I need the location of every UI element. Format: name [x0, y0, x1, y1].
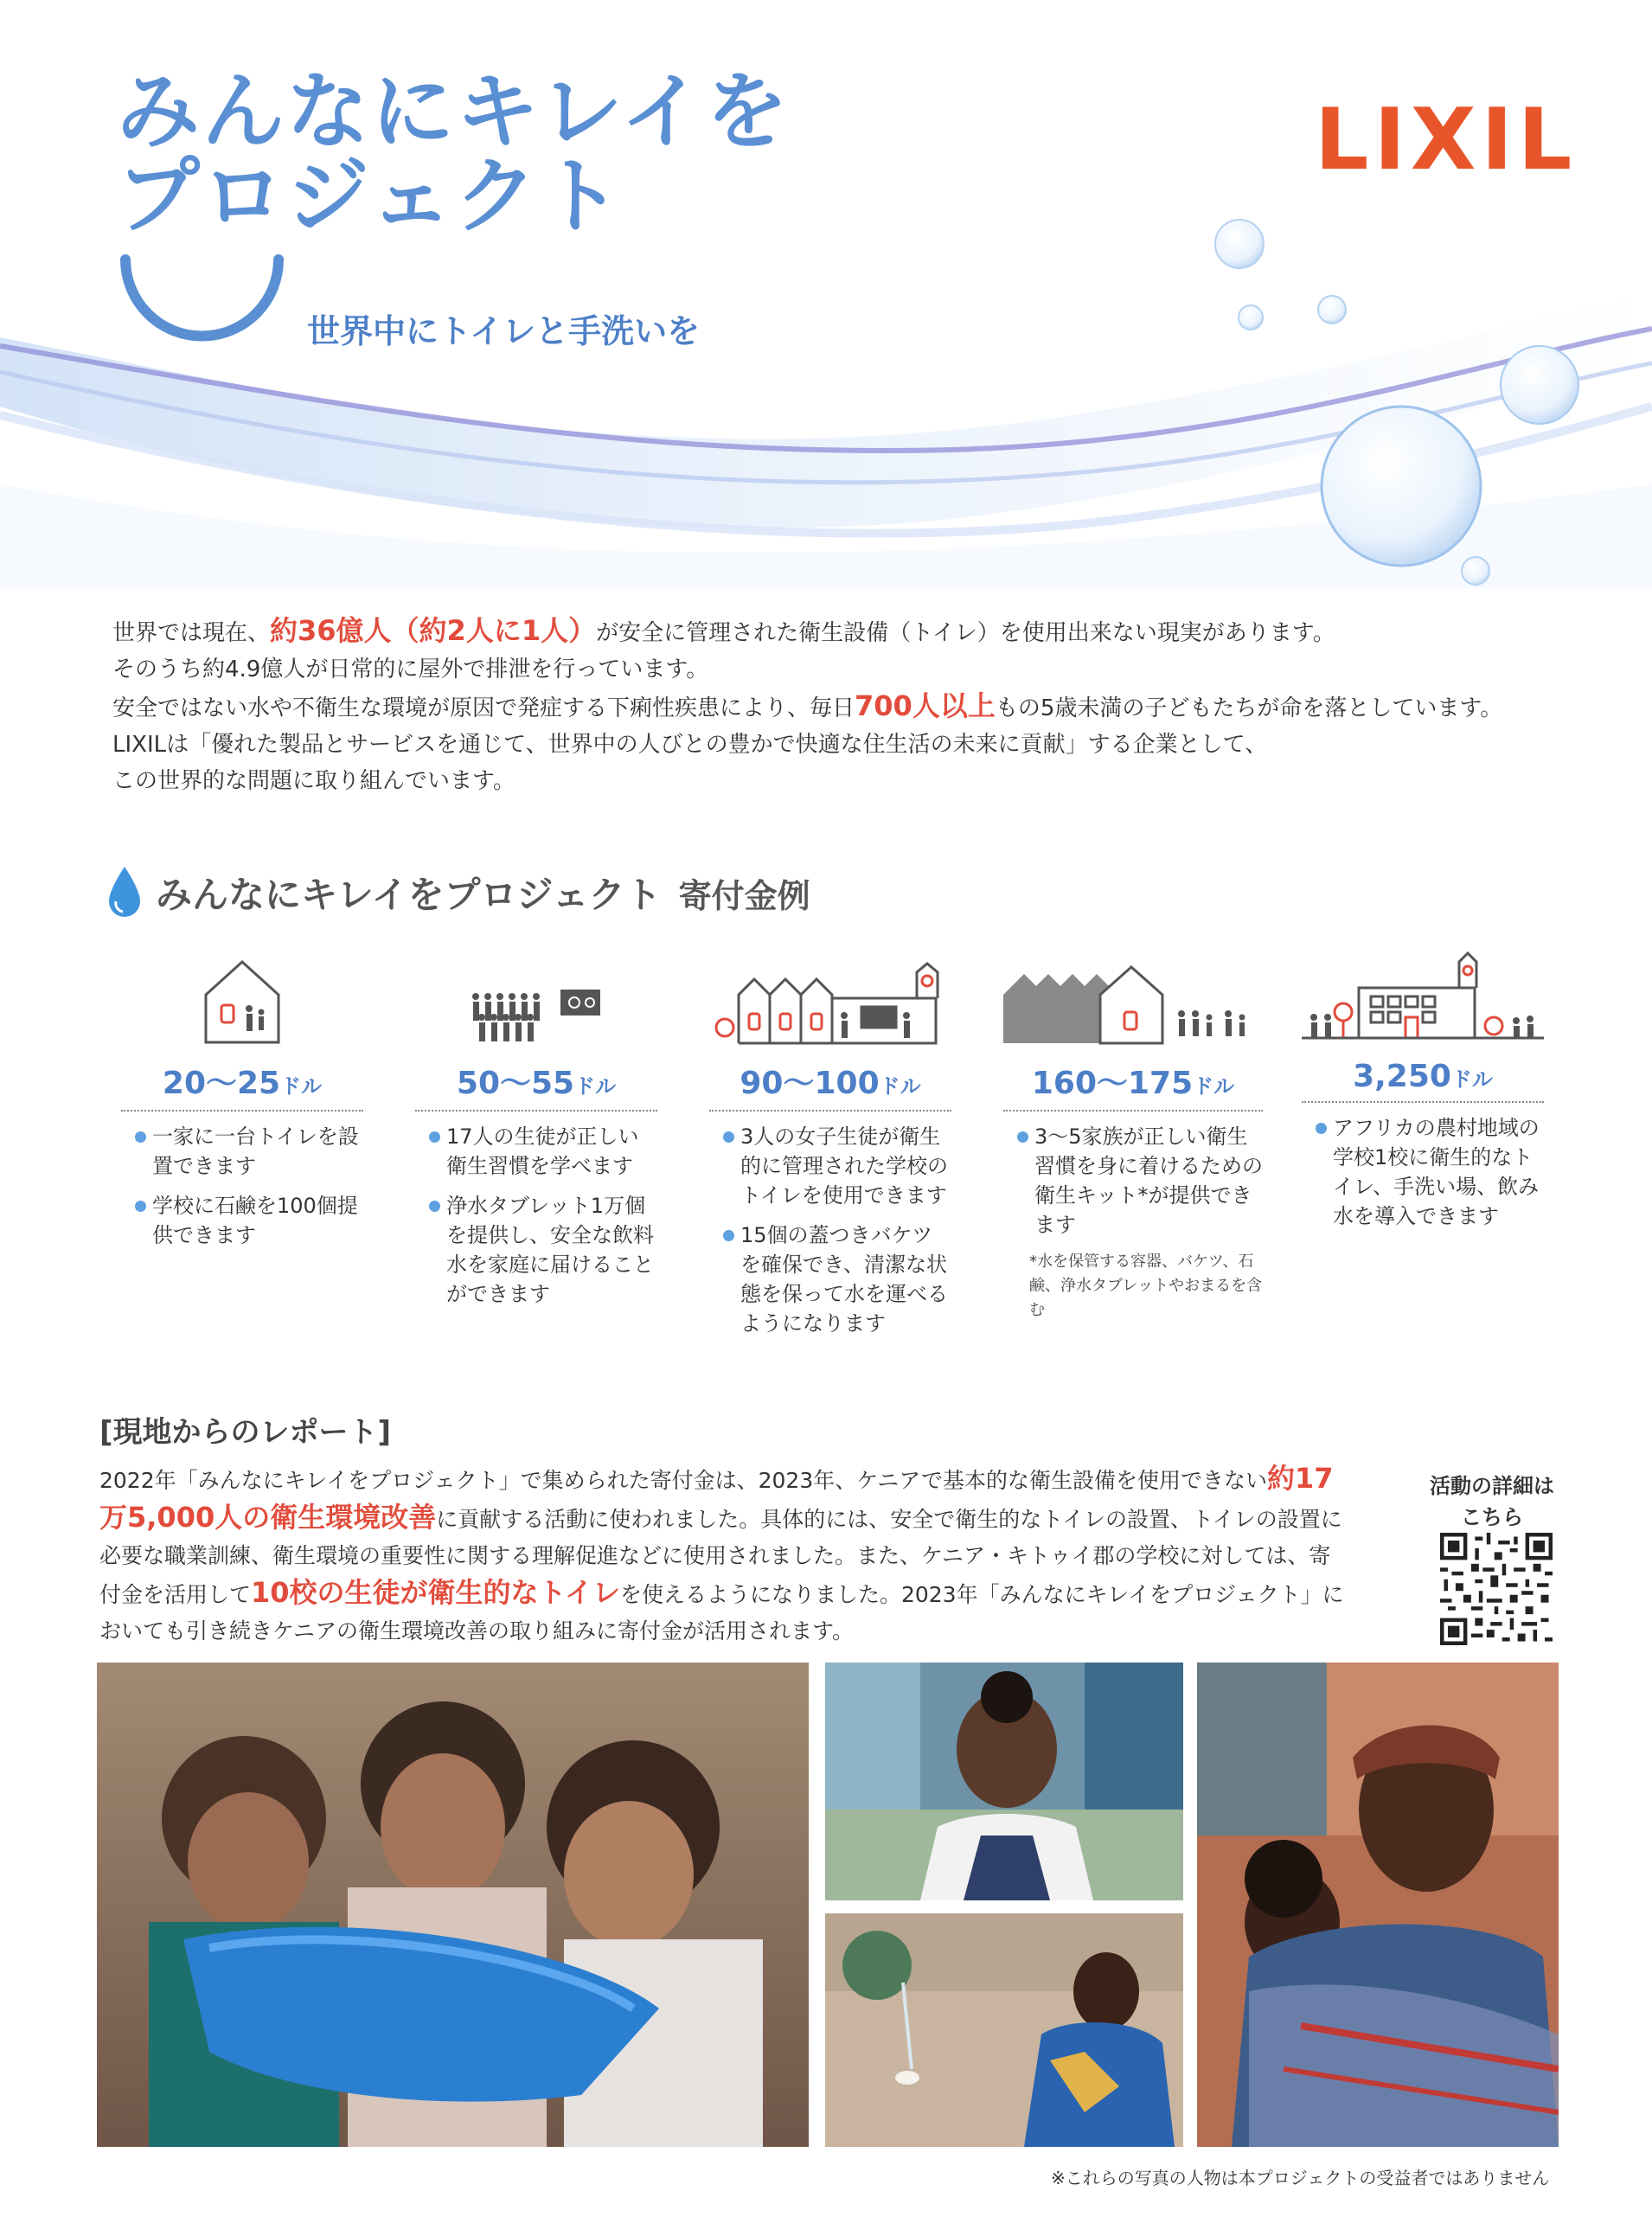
donation-heading-suffix: 寄付金例: [678, 876, 810, 915]
donation-item: アフリカの農村地域の学校1校に衛生的なトイレ、手洗い場、飲み水を導入できます: [1317, 1113, 1544, 1231]
donation-item: 17人の生徒が正しい衛生習慣を学べます: [431, 1122, 657, 1181]
donation-section-heading: [106, 865, 810, 920]
water-drop-icon: [106, 865, 144, 920]
qr-label-line-1: 活動の詳細は: [1430, 1474, 1554, 1498]
qr-code[interactable]: [1440, 1533, 1553, 1645]
report-text-c: に貢献する活動に使われました。具体的には、安全で衛生的なトイレの設置、トイレの設置に必要な職業訓練、衛生環境の重要性に関する理解促進などに使用されました。また、ケニア・キトゥイ郡の学校に対しては、寄付金を活用して: [99, 1507, 1342, 1607]
qr-label: [1427, 1470, 1557, 1533]
students-icon: [415, 943, 657, 1047]
donation-column-2: [415, 943, 657, 1319]
title-line-1: みんなにキレイを: [117, 63, 791, 160]
report-highlight-schools: 10校の生徒が衛生的なトイレ: [251, 1576, 620, 1609]
intro-line-2: そのうち約4.9億人が日常的に屋外で排泄を行っています。: [112, 657, 709, 682]
hygiene-kit-note: *水を保管する容器、バケツ、石鹸、浄水タブレットやおまるを含む: [1029, 1253, 1263, 1319]
photo-boy-washing-hands: [825, 1913, 1183, 2147]
donation-column-1: [121, 943, 363, 1260]
intro-line-1c: が安全に管理された衛生設備（トイレ）を使用出来ない現実があります。: [596, 620, 1335, 646]
photo-disclaimer-caption: ※これらの写真の人物は本プロジェクトの受益者ではありません: [1051, 2168, 1550, 2188]
photo-mother-and-child: [1197, 1663, 1559, 2147]
page-subtitle: 世界中にトイレと手洗いを: [307, 312, 701, 350]
families-houses-icon: [1003, 943, 1263, 1047]
donation-item: 3人の女子生徒が衛生的に管理された学校のトイレを使用できます: [725, 1122, 951, 1210]
report-text-e: を使えるようになりました。2023年「みんなにキレイをプロジェクト」においても引き続きケニアの衛生環境改善の取り組みに寄付金が活用されます。: [99, 1582, 1344, 1643]
report-highlight-people: 約17万5,000人の衛生環境改善: [99, 1462, 1334, 1534]
report-text-a: 2022年「みんなにキレイをプロジェクト」で集められた寄付金は、2023年、ケニアで基本的な衛生設備を使用できない: [99, 1468, 1268, 1493]
intro-line-3a: 安全ではない水や不衛生な環境が原因で発症する下痢性疾患により、毎日: [112, 695, 855, 721]
donation-item: 15個の蓋つきバケツを確保でき、清潔な状態を保って水を運べるようになります: [725, 1221, 951, 1338]
intro-line-5: この世界的な問題に取り組んでいます。: [112, 768, 515, 794]
house-family-icon: [121, 943, 363, 1047]
donation-column-3: [709, 943, 951, 1349]
intro-line-3c: もの5歳未満の子どもたちが命を落としています。: [995, 695, 1503, 721]
donation-item: 浄水タブレット1万個を提供し、安全な飲料水を家庭に届けることができます: [431, 1191, 657, 1309]
donation-column-4: [1003, 943, 1263, 1323]
report-heading: [現地からのレポート]: [99, 1415, 392, 1450]
donation-item: 一家に一台トイレを設置できます: [137, 1122, 363, 1181]
page-title: [117, 63, 791, 245]
donation-item: 学校に石鹸を100個提供できます: [137, 1191, 363, 1250]
qr-label-line-2: こちら: [1461, 1505, 1523, 1529]
intro-highlight-deaths: 700人以上: [855, 689, 996, 722]
intro-text: [112, 612, 1583, 799]
donation-heading-text: みんなにキレイをプロジェクト: [156, 874, 662, 916]
photo-children-washing: [97, 1663, 809, 2147]
report-text: [99, 1460, 1345, 1650]
donation-column-5: [1302, 943, 1544, 1241]
donation-price-4: 160〜175ドル: [1003, 1059, 1263, 1112]
photo-smiling-schoolgirl: [825, 1663, 1183, 1900]
lixil-logo: LIXIL: [1315, 91, 1578, 189]
title-arc-graphic: [125, 259, 279, 336]
donation-price-5: 3,250ドル: [1302, 1059, 1544, 1103]
intro-highlight-population: 約36億人（約2人に1人）: [270, 614, 597, 647]
title-line-2: プロジェクト: [117, 148, 624, 245]
rural-school-icon: [1302, 943, 1544, 1047]
school-toilets-icon: [709, 943, 951, 1047]
donation-price-2: 50〜55ドル: [415, 1059, 657, 1112]
intro-line-4: LIXILは「優れた製品とサービスを通じて、世界中の人びとの豊かで快適な住生活の未来に貢献」する企業として、: [112, 732, 1268, 758]
donation-item: 3〜5家族が正しい衛生習慣を身に着けるための衛生キット*が提供できます: [1019, 1122, 1263, 1240]
intro-line-1a: 世界では現在、: [112, 620, 271, 646]
donation-price-1: 20〜25ドル: [121, 1059, 363, 1112]
donation-price-3: 90〜100ドル: [709, 1059, 951, 1112]
